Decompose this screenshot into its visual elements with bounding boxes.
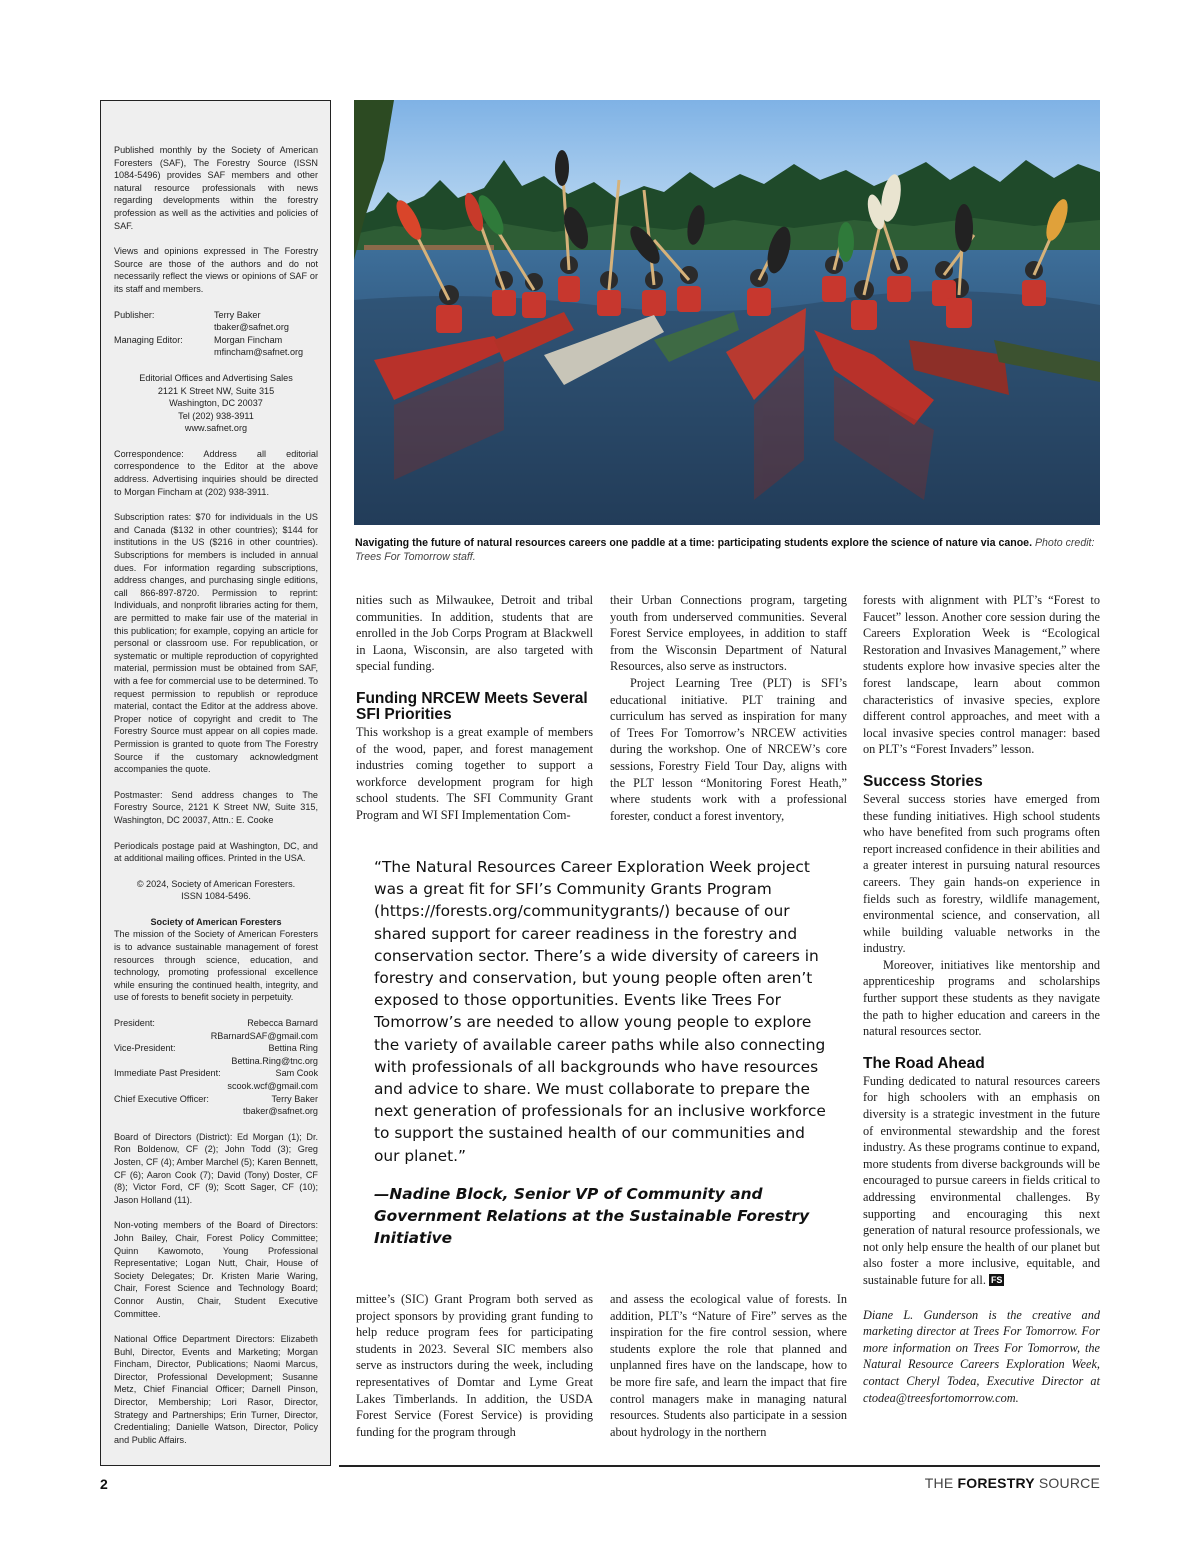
editor-email[interactable]: mfincham@safnet.org (214, 347, 304, 358)
society-mission: The mission of the Society of American Foresters is to advance sustainable management of forest resources through science, education, and technology, promoting professional excellence while ensuring the continued health, integrity, and use of forests to benefit society in perpetuity. (114, 929, 318, 1003)
ipp-label: Immediate Past President: (114, 1068, 221, 1079)
article-column-2-bottom (610, 1291, 847, 1440)
canoe-photo-illustration (354, 100, 1100, 525)
vp-name: Bettina Ring (268, 1043, 318, 1054)
editor-label: Managing Editor: (114, 334, 183, 345)
article-column-3 (863, 592, 1100, 1406)
officers-list (114, 1017, 318, 1118)
board-of-directors: Board of Directors (District): Ed Morgan (1); Dr. Ron Boldenow, CF (2); John Todd (3); Greg Josten, CF (4); Amber Marchel (5); Karen Bennett, CF (6); Aaron Cook (7); David (Tony) Doster, CF (8); Victor Ford, CF (9); Scott Sager, CF (10); Jason Holland (11). (114, 1131, 318, 1205)
masthead-staff (114, 309, 318, 359)
attribution-title: Senior VP of Community and Government Relations at the Sustainable Forestry Initiative (374, 1185, 810, 1248)
photo-caption (355, 537, 1100, 565)
president-label: President: (114, 1018, 155, 1029)
attribution-dash: — (374, 1185, 390, 1203)
copyright-line-2: ISSN 1084-5496. (181, 891, 251, 902)
postage-note: Periodicals postage paid at Washington, DC, and at additional mailing offices. Printed in the USA. (114, 840, 318, 864)
col1-paragraph-2: This workshop is a great example of members of the wood, paper, and forest management industries coming together to support a workforce development program for high school students. The SFI Community Grant Program and WI SFI Implementation Com- (356, 724, 593, 822)
col2-paragraph-3: and assess the ecological value of forests. In addition, PLT’s “Nature of Fire” serves as the inspiration for the fire control session, where students explore the role that planned and unplanned fires have on the landscape, how to be more fire safe, and learn the impact that fire control managers make in managing natural resources. Students also participate in a session about hydrology in the northern (610, 1292, 847, 1439)
article-column-1-bottom (356, 1291, 593, 1440)
vp-email[interactable]: Bettina.Ring@tnc.org (231, 1055, 318, 1066)
col3-paragraph-1: forests with alignment with PLT’s “Forest to Faucet” lesson. Another core session during the Careers Exploration Week is “Ecological Restoration and Invasives Management,” where students explore how invasive species alter the forest landscape, learn about common characteristics of invasive species, explore different control approaches, and meet with a local invasive species control manager: based on PLT’s “Forest Invaders” lesson. (863, 593, 1100, 757)
publication-name (925, 1475, 1100, 1491)
publisher-label: Publisher: (114, 309, 155, 320)
nonvoting-members: Non-voting members of the Board of Directors: John Bailey, Chair, Forest Policy Committee; Quinn Kawomoto, Young Professional Representative; Logan Nutt, Chair, House of Society Delegates; Dr. Kristen Marie Waring, Chair, Forest Science and Technology Board; Connor Austin, Chair, Student Executive Committee. (114, 1220, 318, 1319)
pub-the: THE (924, 1475, 954, 1491)
postmaster-note: Postmaster: Send address changes to The Forestry Source, 2121 K Street NW, Suite 315, Washington, DC 20037, Attn.: E. Cooke (114, 789, 318, 825)
article-column-1-top (356, 592, 593, 824)
ceo-label: Chief Executive Officer: (114, 1093, 209, 1104)
ipp-name: Sam Cook (275, 1068, 318, 1079)
president-email[interactable]: RBarnardSAF@gmail.com (210, 1030, 318, 1041)
end-of-article-badge: FS (990, 1274, 1003, 1285)
offices-website[interactable]: www.safnet.org (184, 423, 248, 434)
subscription-note: Subscription rates: $70 for individuals in the US and Canada ($132 in other countries); $144 for institutions in the US ($216 in other countries). Subscriptions for members is included in annual dues. For information regarding subscriptions, address changes, and purchasing single editions, call 866-897-8720. Permission to reprint: Individuals, and nonprofit libraries acting for them, are permitted to make fair use of the material in this publication; for example, copying an article for personal or classroom use. For republication, or systematic or multiple reproduction of copyrighted material, permission must be obtained from SAF, with a fee for commercial use to be determined. To request permission to republish or reproduce material, contact the Editor at the address above. Proper notice of copyright and credit to The Forestry Source must appear on all copies made. Permission is granted to quote from The Forestry Source if the customary acknowledgment accompanies the quote. (114, 512, 318, 775)
col1-paragraph-1: nities such as Milwaukee, Detroit and tribal communities. In addition, students that are enrolled in the Job Corps Program at Blackwell in Laona, Wisconsin, are also targeted with special funding. (356, 593, 593, 674)
ceo-name: Terry Baker (271, 1093, 318, 1104)
vp-label: Vice-President: (114, 1043, 176, 1054)
copyright-line-1: © 2024, Society of American Foresters. (136, 878, 296, 889)
masthead-intro: Published monthly by the Society of American Foresters (SAF), The Forestry Source (ISSN 1084-5496) provides SAF members and other natural resource professionals with news regarding developments within the forestry profession as well as the activities and policies of SAF. (114, 145, 318, 231)
offices-line-1: Editorial Offices and Advertising Sales (139, 372, 293, 383)
masthead-views: Views and opinions expressed in The Forestry Source are those of the authors and do not necessarily reflect the views or opinions of SAF or its staff and members. (114, 246, 318, 294)
pull-quote-attribution (374, 1183, 834, 1250)
author-bio: Diane L. Gunderson is the creative and marketing director at Trees For Tomorrow. For more information on Trees For Tomorrow, the Natural Resource Careers Exploration Week, contact Cheryl Todea, Executive Director at ctodea@treesfortomorrow.com. (863, 1307, 1100, 1405)
pub-source: SOURCE (1038, 1475, 1100, 1491)
footer-rule (339, 1465, 1100, 1467)
attribution-name: Nadine Block, (389, 1185, 509, 1203)
national-office-directors: National Office Department Directors: Elizabeth Buhl, Director, Events and Marketing; Morgan Fincham, Director, Publications; Naomi Marcus, Director, Professional Development; Susanne Metz, Chief Financial Officer; Darnell Pinson, Director, Membership; Lori Rasor, Director, Strategy and Partnerships; Erin Turner, Director, Credentialing; Danielle Watson, Director, Policy and Public Affairs. (114, 1334, 318, 1445)
col3-paragraph-3: Moreover, initiatives like mentorship and apprenticeship programs and scholarships further support these students as they navigate the path to higher education and careers in the natural resources sector. (863, 957, 1100, 1039)
col2-paragraph-2: Project Learning Tree (PLT) is SFI’s educational initiative. PLT training and curriculum has served as inspiration for many of Trees For Tomorrow’s NRCEW activities during the workshop. One of NRCEW’s core sessions, Forestry Field Tour Day, aligns with the PLT lesson “Monitoring Forest Heath,” where students work with a professional forester, conduct a forest inventory, (610, 675, 847, 823)
pub-forestry: FORESTRY (957, 1475, 1035, 1491)
society-heading: Society of American Foresters (150, 916, 282, 927)
heading-road-ahead: The Road Ahead (863, 1054, 985, 1072)
editor-name: Morgan Fincham (214, 334, 283, 345)
offices-line-4: Tel (202) 938-3911 (178, 410, 254, 421)
photo-credit: Photo credit: Trees For Tomorrow staff. (355, 537, 1095, 563)
col3-paragraph-2: Several success stories have emerged from these funding initiatives. High school students who have benefited from such programs often report increased confidence in their abilities and a greater interest in pursuing natural resources careers. They gain hands-on experience in fields such as forestry, wildlife management, environmental science, and conservation, all while building valuable networks in the industry. (863, 791, 1100, 956)
caption-text: Navigating the future of natural resources careers one paddle at a time: participating students explore the science of nature via canoe. (355, 537, 1033, 549)
offices-line-3: Washington, DC 20037 (169, 398, 263, 409)
publisher-email[interactable]: tbaker@safnet.org (214, 322, 289, 333)
publisher-name: Terry Baker (214, 309, 261, 320)
col2-paragraph-1: their Urban Connections program, targeting youth from underserved communities. Several Forest Service employees, in addition to staff from the Wisconsin Department of Natural Resources, also serve as instructors. (610, 593, 847, 674)
correspondence-note: Correspondence: Address all editorial correspondence to the Editor at the above address. Advertising inquiries should be directed to Morgan Fincham at (202) 938-3911. (114, 448, 318, 497)
col3-paragraph-4 (863, 1073, 1100, 1289)
col3-paragraph-4-text: Funding dedicated to natural resources careers for high schoolers with an emphasis on diversity is a strategic investment in the future of environmental stewardship and the forest industry. As these programs continue to expand, more students from diverse backgrounds will be encouraged to pursue careers in fields critical to addressing environmental challenges. By supporting and encouraging this next generation of natural resource professionals, we not only help ensure the health of our planet but also foster a more inclusive, equitable, and sustainable future for all. (863, 1073, 1101, 1287)
ipp-email[interactable]: scook.wcf@gmail.com (227, 1081, 318, 1091)
article-column-2-top (610, 592, 847, 824)
president-name: Rebecca Barnard (247, 1018, 318, 1029)
offices-line-2: 2121 K Street NW, Suite 315 (157, 385, 275, 396)
page-number: 2 (100, 1476, 108, 1492)
heading-success-stories: Success Stories (863, 772, 983, 790)
pull-quote: “The Natural Resources Career Exploration Week project was a great fit for SFI’s Community Grants Program (https://forests.org/communitygrants/) because of our shared support for career readiness in the forestry and conservation sector. There’s a wide diversity of careers in forestry and conservation, but young people often aren’t exposed to those opportunities. Events like Trees For Tomorrow’s are needed to allow young people to explore the variety of available career paths while also connecting with professionals of all backgrounds who have resources and advice to share. We must collaborate to prepare the next generation of professionals for an inclusive workforce to support the sustained health of our communities and our planet.” (374, 858, 826, 1165)
editorial-offices (114, 372, 318, 435)
heading-funding-nrcew: Funding NRCEW Meets Several SFI Priorities (356, 689, 588, 723)
ceo-email[interactable]: tbaker@safnet.org (243, 1106, 318, 1117)
canoe-photo (354, 100, 1100, 525)
masthead-sidebar (100, 100, 331, 1466)
copyright-notice (114, 878, 318, 903)
col1-paragraph-3: mittee’s (SIC) Grant Program both served as project sponsors by providing grant funding to help reduce program fees for participating students in 2023. Several SIC members also serve as instructors during the week, including representatives of Domtar and Lyme Great Lakes Timberlands. In addition, the USDA Forest Service (Forest Service) is providing funding for the program through (356, 1292, 593, 1439)
